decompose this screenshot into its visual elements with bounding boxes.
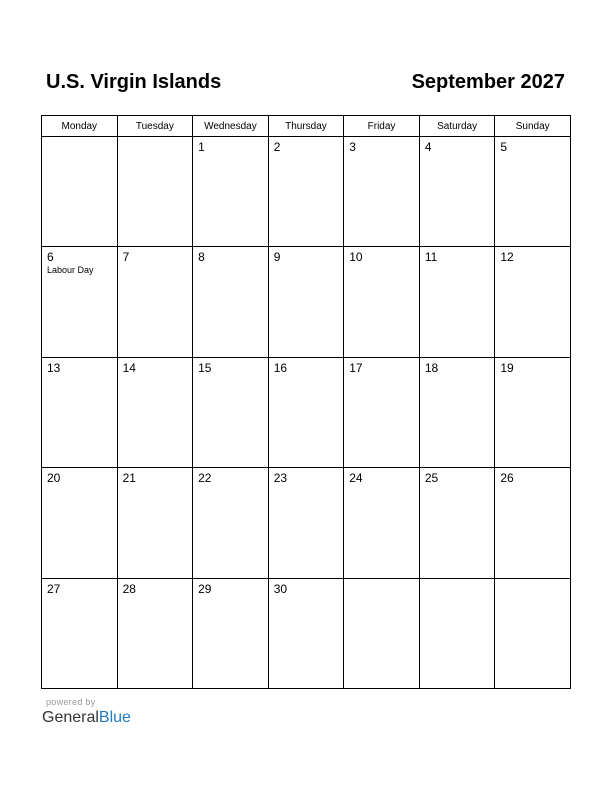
day-event <box>495 582 570 583</box>
day-event <box>495 485 570 486</box>
day-event <box>42 485 117 486</box>
day-cell <box>117 357 193 467</box>
day-event <box>344 154 419 155</box>
day-event <box>495 375 570 376</box>
day-cell <box>268 247 344 357</box>
day-cell <box>268 357 344 467</box>
day-number: 15 <box>198 360 212 375</box>
day-cell <box>42 247 118 357</box>
day-event <box>118 140 193 141</box>
day-event <box>420 375 495 376</box>
day-event <box>269 375 344 376</box>
day-cell <box>117 247 193 357</box>
day-event <box>118 596 193 597</box>
day-number: 3 <box>349 140 356 154</box>
day-number: 21 <box>122 471 136 486</box>
day-cell <box>42 578 118 688</box>
day-number: 2 <box>273 140 281 154</box>
day-number: 16 <box>273 360 288 375</box>
day-cell <box>42 357 118 467</box>
day-cell <box>495 137 571 247</box>
week-row <box>42 578 571 688</box>
weekday-sunday: Sunday <box>495 116 571 137</box>
day-cell <box>495 578 571 688</box>
day-cell <box>419 357 495 467</box>
day-number: 22 <box>198 471 212 486</box>
day-cell <box>344 357 420 467</box>
powered-by-text: powered by <box>46 697 96 707</box>
day-number: 30 <box>273 581 288 596</box>
day-number: 28 <box>122 581 136 596</box>
day-cell <box>419 247 495 357</box>
day-number: 8 <box>198 250 205 265</box>
day-cell <box>344 578 420 688</box>
day-number: 11 <box>424 250 438 265</box>
day-event <box>420 485 495 486</box>
weekday-tuesday: Tuesday <box>117 116 193 137</box>
day-number: 17 <box>349 360 363 375</box>
day-event <box>344 375 419 376</box>
day-number: 24 <box>349 471 363 486</box>
day-number: 7 <box>122 250 130 265</box>
day-cell <box>495 247 571 357</box>
day-event <box>420 582 495 583</box>
day-cell <box>268 578 344 688</box>
day-number: 9 <box>273 250 281 265</box>
day-event <box>193 154 268 155</box>
week-row <box>42 137 571 247</box>
day-event <box>269 264 344 265</box>
day-number: 12 <box>500 250 514 265</box>
day-cell <box>268 137 344 247</box>
day-event <box>42 375 117 376</box>
day-cell <box>117 137 193 247</box>
day-number: 20 <box>47 471 61 486</box>
day-cell <box>117 578 193 688</box>
day-cell <box>419 578 495 688</box>
day-event <box>193 596 268 597</box>
country-title: U.S. Virgin Islands <box>46 71 222 93</box>
day-number: 14 <box>122 360 136 375</box>
weekday-monday: Monday <box>42 116 118 137</box>
day-cell <box>193 247 269 357</box>
day-number: 26 <box>500 471 514 486</box>
week-row <box>42 357 571 467</box>
day-number: 27 <box>47 581 61 596</box>
day-event <box>269 596 344 597</box>
week-row <box>42 468 571 578</box>
day-number: 4 <box>424 140 432 154</box>
day-cell <box>268 468 344 578</box>
day-event <box>269 485 344 486</box>
week-row <box>42 247 571 357</box>
day-event <box>269 154 344 155</box>
day-number: 13 <box>47 360 61 375</box>
day-number: 19 <box>500 360 514 375</box>
day-cell <box>193 137 269 247</box>
day-number: 10 <box>349 250 363 265</box>
weekday-friday: Friday <box>344 116 420 137</box>
day-event <box>344 485 419 486</box>
day-cell <box>193 357 269 467</box>
day-number: 29 <box>198 581 212 596</box>
day-number: 25 <box>424 471 439 486</box>
day-cell <box>344 137 420 247</box>
day-number: 18 <box>424 360 439 375</box>
weekday-header-row <box>42 116 571 137</box>
day-number: 6 <box>47 250 54 265</box>
calendar-grid <box>41 115 571 689</box>
day-number: 1 <box>198 140 205 154</box>
day-event <box>118 375 193 376</box>
day-event <box>193 375 268 376</box>
generalblue-logo <box>42 709 131 727</box>
day-event <box>42 596 117 597</box>
day-event <box>420 264 495 265</box>
day-event <box>118 264 193 265</box>
day-event <box>118 485 193 486</box>
holiday-label: Labour Day <box>47 265 94 276</box>
day-event <box>420 154 495 155</box>
day-event <box>193 264 268 265</box>
day-cell <box>344 468 420 578</box>
day-cell <box>344 247 420 357</box>
brand-general: General <box>42 709 99 726</box>
day-number: 23 <box>273 471 288 486</box>
weekday-wednesday: Wednesday <box>193 116 269 137</box>
day-event <box>42 140 117 141</box>
day-cell <box>193 578 269 688</box>
day-cell <box>495 468 571 578</box>
day-event <box>193 485 268 486</box>
month-year-title: September 2027 <box>411 71 565 93</box>
day-event <box>344 582 419 583</box>
weekday-saturday: Saturday <box>419 116 495 137</box>
day-cell <box>42 137 118 247</box>
day-event <box>495 154 570 155</box>
day-cell <box>419 137 495 247</box>
day-cell <box>193 468 269 578</box>
day-number: 5 <box>500 140 508 154</box>
day-event <box>495 264 570 265</box>
day-event <box>344 264 419 265</box>
brand-blue: Blue <box>98 709 131 726</box>
day-cell <box>419 468 495 578</box>
weekday-thursday: Thursday <box>268 116 344 137</box>
day-cell <box>42 468 118 578</box>
day-cell <box>117 468 193 578</box>
day-cell <box>495 357 571 467</box>
